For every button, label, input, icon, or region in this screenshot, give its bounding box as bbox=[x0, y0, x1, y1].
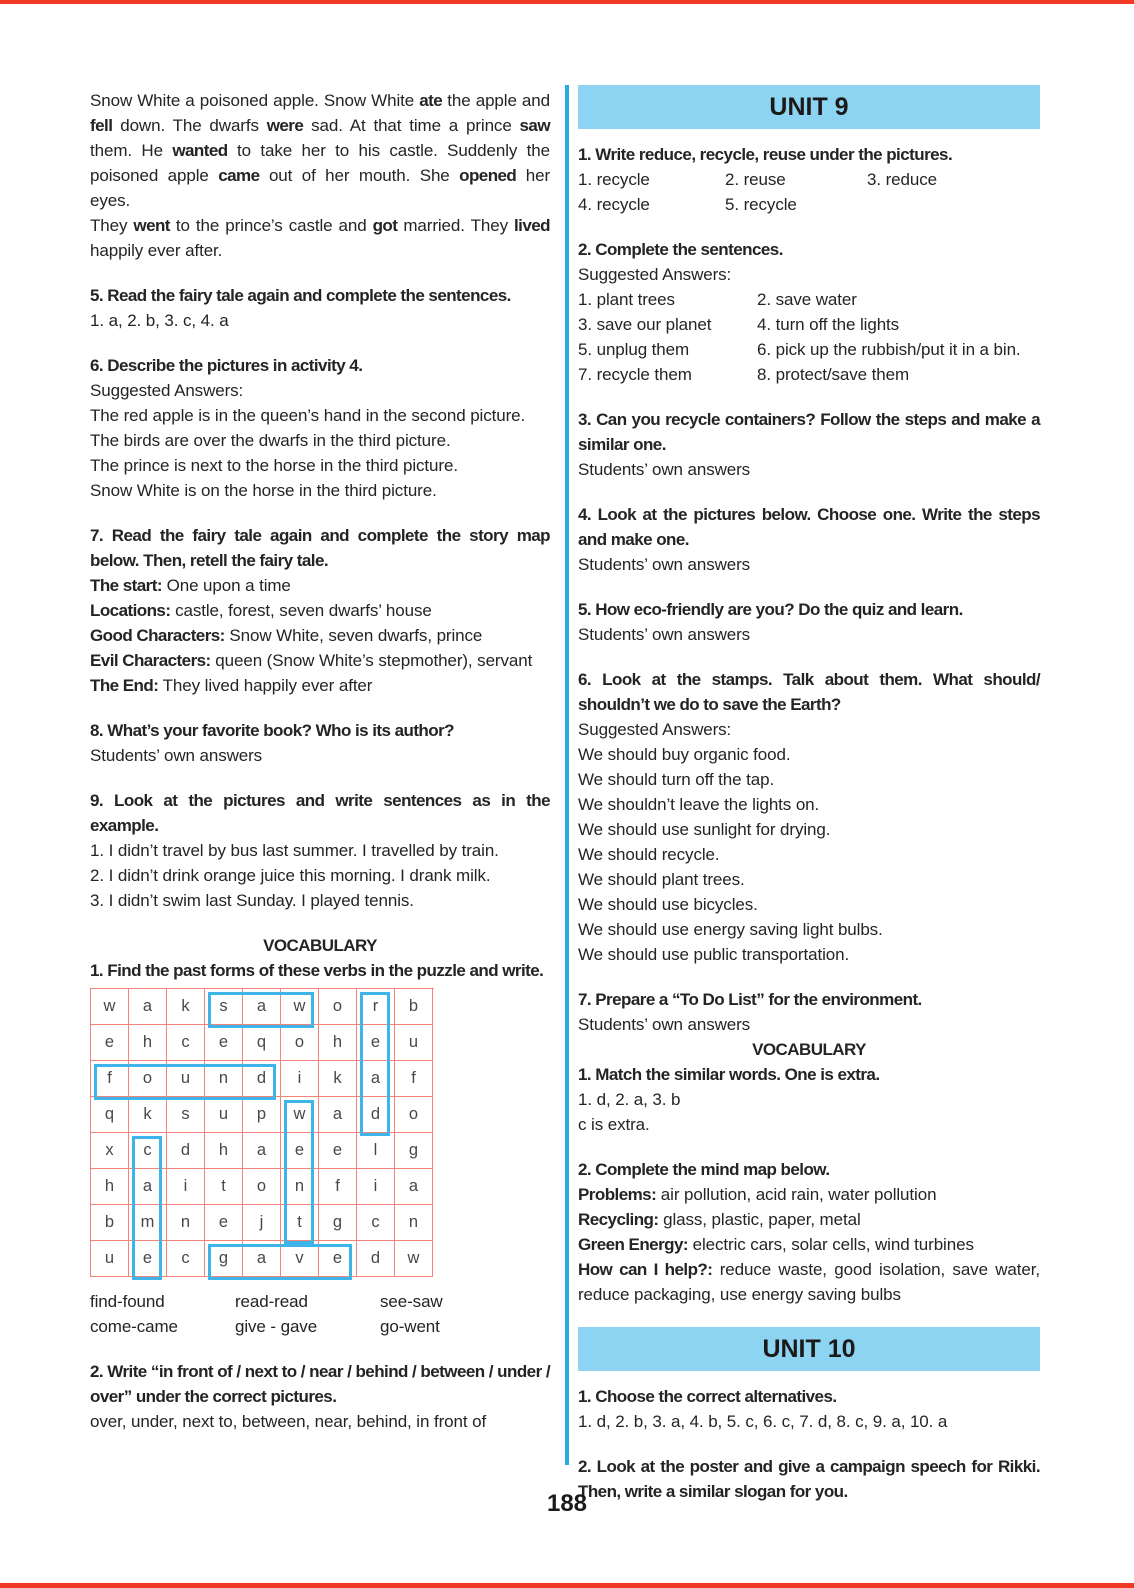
text-line: 1. d, 2. b, 3. a, 4. b, 5. c, 6. c, 7. d, 8. c, 9. a, 10. a bbox=[578, 1412, 948, 1431]
text-line: Students’ own answers bbox=[578, 625, 751, 644]
puzzle-cell: d bbox=[243, 1061, 281, 1097]
puzzle-cell: n bbox=[205, 1061, 243, 1097]
text-line: We should plant trees. bbox=[578, 870, 745, 889]
top-rule bbox=[0, 0, 1134, 4]
puzzle-cell: b bbox=[395, 989, 433, 1025]
text-line: Good Characters: Snow White, seven dwarfs, prince bbox=[90, 626, 483, 645]
answer-cell: 5. recycle bbox=[725, 195, 797, 214]
verb-pairs-row bbox=[90, 1289, 550, 1314]
highlight-box-gave bbox=[208, 1244, 352, 1280]
puzzle-cell: v bbox=[281, 1241, 319, 1277]
spacer bbox=[90, 503, 550, 523]
text-line: We shouldn’t leave the lights on. bbox=[578, 795, 820, 814]
text-line: Students’ own answers bbox=[578, 460, 751, 479]
highlight-box-saw bbox=[208, 992, 314, 1028]
text-line: Suggested Answers: bbox=[578, 265, 732, 284]
text-line: Problems: air pollution, acid rain, water pollution bbox=[578, 1185, 937, 1204]
spacer bbox=[578, 577, 1040, 597]
text-line: The red apple is in the queen’s hand in the second picture. bbox=[90, 406, 526, 425]
text-line: 1. I didn’t travel by bus last summer. I travelled by train. bbox=[90, 841, 499, 860]
puzzle-cell: s bbox=[205, 989, 243, 1025]
text-line: Recycling: glass, plastic, paper, metal bbox=[578, 1210, 861, 1229]
puzzle-cell: t bbox=[281, 1205, 319, 1241]
puzzle-cell: e bbox=[91, 1025, 129, 1061]
puzzle-cell: h bbox=[205, 1133, 243, 1169]
puzzle-cell: e bbox=[357, 1025, 395, 1061]
puzzle-cell: f bbox=[395, 1061, 433, 1097]
activity-heading: VOCABULARY bbox=[263, 936, 377, 955]
puzzle-cell: s bbox=[167, 1097, 205, 1133]
puzzle-cell: a bbox=[243, 989, 281, 1025]
spacer bbox=[578, 1434, 1040, 1454]
spacer bbox=[578, 1137, 1040, 1157]
spacer bbox=[90, 698, 550, 718]
puzzle-cell: u bbox=[91, 1241, 129, 1277]
answer-row bbox=[578, 362, 1040, 387]
text-line: 2. I didn’t drink orange juice this morning. I drank milk. bbox=[90, 866, 491, 885]
text-line: Students’ own answers bbox=[578, 555, 751, 574]
bottom-rule bbox=[0, 1583, 1134, 1588]
activity-heading: 3. Can you recycle containers? Follow the steps and make a similar one. bbox=[578, 410, 1040, 454]
activity-heading: 9. Look at the pictures and write sentences as in the example. bbox=[90, 791, 550, 835]
answer-cell: 7. recycle them bbox=[578, 365, 692, 384]
answer-cell bbox=[867, 192, 1040, 217]
answer-cell: 4. turn off the lights bbox=[757, 315, 900, 334]
puzzle-cell: o bbox=[243, 1169, 281, 1205]
puzzle-cell: w bbox=[395, 1241, 433, 1277]
puzzle-cell: n bbox=[281, 1169, 319, 1205]
puzzle-cell: e bbox=[281, 1133, 319, 1169]
puzzle-cell: j bbox=[243, 1205, 281, 1241]
column-divider bbox=[565, 85, 569, 1465]
text-line: Students’ own answers bbox=[90, 746, 263, 765]
puzzle-cell: a bbox=[129, 989, 167, 1025]
puzzle-cell: q bbox=[243, 1025, 281, 1061]
puzzle-cell: e bbox=[129, 1241, 167, 1277]
verb-pair: see-saw bbox=[380, 1292, 443, 1311]
activity-heading: 7. Read the fairy tale again and complete the story map below. Then, retell the fairy tale. bbox=[90, 526, 550, 570]
activity-heading: 1. Match the similar words. One is extra. bbox=[578, 1065, 880, 1084]
puzzle-cell: f bbox=[319, 1169, 357, 1205]
text-line: We should use public transportation. bbox=[578, 945, 850, 964]
answer-cell: 6. pick up the rubbish/put it in a bin. bbox=[757, 340, 1021, 359]
spacer bbox=[90, 333, 550, 353]
text-line: We should use energy saving light bulbs. bbox=[578, 920, 883, 939]
activity-heading: 2. Look at the poster and give a campaign speech for Rikki. Then, write a similar slogan for you. bbox=[578, 1457, 1040, 1501]
spacer bbox=[578, 1307, 1040, 1327]
verb-pair: read-read bbox=[235, 1292, 308, 1311]
text-line: 3. I didn’t swim last Sunday. I played tennis. bbox=[90, 891, 414, 910]
right-column bbox=[578, 85, 1040, 1504]
text-line: We should use sunlight for drying. bbox=[578, 820, 831, 839]
activity-heading: 2. Write “in front of / next to / near / behind / between / under / over” under the correct pictures. bbox=[90, 1362, 550, 1406]
spacer bbox=[578, 217, 1040, 237]
puzzle-cell: l bbox=[357, 1133, 395, 1169]
answer-cell: 8. protect/save them bbox=[757, 365, 910, 384]
spacer bbox=[90, 263, 550, 283]
activity-heading: 6. Look at the stamps. Talk about them. What should/ shouldn’t we do to save the Earth? bbox=[578, 670, 1040, 714]
text-line: The start: One upon a time bbox=[90, 576, 291, 595]
answer-cell: 2. reuse bbox=[725, 170, 786, 189]
text-line: Students’ own answers bbox=[578, 1015, 751, 1034]
text-line: How can I help?: reduce waste, good isolation, save water, reduce packaging, use energy saving bulbs bbox=[578, 1260, 1041, 1304]
activity-heading: VOCABULARY bbox=[752, 1040, 866, 1059]
puzzle-cell: a bbox=[395, 1169, 433, 1205]
text-line: The birds are over the dwarfs in the third picture. bbox=[90, 431, 451, 450]
text-line: Suggested Answers: bbox=[90, 381, 244, 400]
puzzle-cell: c bbox=[167, 1241, 205, 1277]
activity-heading: 6. Describe the pictures in activity 4. bbox=[90, 356, 363, 375]
activity-heading: 2. Complete the sentences. bbox=[578, 240, 783, 259]
text-line: The End: They lived happily ever after bbox=[90, 676, 373, 695]
puzzle-cell: a bbox=[319, 1097, 357, 1133]
puzzle-cell: o bbox=[281, 1025, 319, 1061]
puzzle-cell: u bbox=[205, 1097, 243, 1133]
puzzle-cell: h bbox=[319, 1025, 357, 1061]
unit-banner: UNIT 9 bbox=[578, 85, 1040, 129]
text-line: We should use bicycles. bbox=[578, 895, 758, 914]
highlight-box-went bbox=[284, 1100, 314, 1244]
activity-heading: 7. Prepare a “To Do List” for the environment. bbox=[578, 990, 922, 1009]
text-line: 1. d, 2. a, 3. b bbox=[578, 1090, 681, 1109]
word-search-puzzle bbox=[90, 988, 436, 1277]
activity-heading: 5. Read the fairy tale again and complete the sentences. bbox=[90, 286, 511, 305]
spacer bbox=[578, 482, 1040, 502]
puzzle-cell: u bbox=[167, 1061, 205, 1097]
answer-row bbox=[578, 312, 1040, 337]
verb-pairs-row bbox=[90, 1314, 550, 1339]
puzzle-cell: t bbox=[205, 1169, 243, 1205]
puzzle-cell: g bbox=[205, 1241, 243, 1277]
spacer bbox=[578, 967, 1040, 987]
text-line: The prince is next to the horse in the third picture. bbox=[90, 456, 458, 475]
puzzle-cell: f bbox=[91, 1061, 129, 1097]
spacer bbox=[578, 647, 1040, 667]
verb-pair: go-went bbox=[380, 1317, 440, 1336]
text-line: We should recycle. bbox=[578, 845, 720, 864]
answer-cell: 1. plant trees bbox=[578, 290, 675, 309]
text-line: Green Energy: electric cars, solar cells, wind turbines bbox=[578, 1235, 974, 1254]
activity-heading: 1. Choose the correct alternatives. bbox=[578, 1387, 837, 1406]
text-line: Snow White is on the horse in the third picture. bbox=[90, 481, 437, 500]
puzzle-cell: w bbox=[91, 989, 129, 1025]
answer-row bbox=[578, 287, 1040, 312]
activity-heading: 1. Find the past forms of these verbs in the puzzle and write. bbox=[90, 961, 544, 980]
text-line: We should buy organic food. bbox=[578, 745, 791, 764]
text-line: Evil Characters: queen (Snow White’s stepmother), servant bbox=[90, 651, 533, 670]
answer-cell: 4. recycle bbox=[578, 195, 650, 214]
spacer bbox=[90, 913, 550, 933]
text-line: Locations: castle, forest, seven dwarfs’ house bbox=[90, 601, 432, 620]
verb-pair: give - gave bbox=[235, 1317, 318, 1336]
answer-cell: 3. reduce bbox=[867, 170, 937, 189]
activity-heading: 2. Complete the mind map below. bbox=[578, 1160, 830, 1179]
puzzle-cell: k bbox=[319, 1061, 357, 1097]
puzzle-cell: d bbox=[357, 1241, 395, 1277]
highlight-box-came bbox=[132, 1136, 162, 1280]
page-number: 188 bbox=[546, 1490, 588, 1517]
puzzle-cell: i bbox=[281, 1061, 319, 1097]
puzzle-cell: e bbox=[319, 1133, 357, 1169]
highlight-box-found bbox=[94, 1064, 276, 1100]
puzzle-cell: e bbox=[205, 1025, 243, 1061]
puzzle-cell: x bbox=[91, 1133, 129, 1169]
puzzle-cell: b bbox=[91, 1205, 129, 1241]
puzzle-cell: n bbox=[395, 1205, 433, 1241]
highlight-box-read bbox=[360, 992, 390, 1136]
verb-pair: come-came bbox=[90, 1317, 178, 1336]
puzzle-cell: c bbox=[167, 1025, 205, 1061]
activity-heading: 4. Look at the pictures below. Choose one. Write the steps and make one. bbox=[578, 505, 1040, 549]
puzzle-cell: p bbox=[243, 1097, 281, 1133]
puzzle-cell: r bbox=[357, 989, 395, 1025]
text-line: Suggested Answers: bbox=[578, 720, 732, 739]
puzzle-cell: h bbox=[91, 1169, 129, 1205]
puzzle-cell: u bbox=[395, 1025, 433, 1061]
text-line: c is extra. bbox=[578, 1115, 650, 1134]
text-line: 1. a, 2. b, 3. c, 4. a bbox=[90, 311, 229, 330]
puzzle-cell: d bbox=[167, 1133, 205, 1169]
puzzle-cell: o bbox=[395, 1097, 433, 1133]
puzzle-cell: e bbox=[319, 1241, 357, 1277]
puzzle-cell: a bbox=[243, 1241, 281, 1277]
activity-heading: 1. Write reduce, recycle, reuse under the pictures. bbox=[578, 145, 953, 164]
answer-row bbox=[578, 167, 1040, 192]
answer-cell: 3. save our planet bbox=[578, 315, 712, 334]
puzzle-cell: d bbox=[357, 1097, 395, 1133]
puzzle-cell: o bbox=[319, 989, 357, 1025]
activity-heading: 8. What’s your favorite book? Who is its author? bbox=[90, 721, 454, 740]
verb-pairs-list bbox=[90, 1289, 550, 1339]
puzzle-cell: m bbox=[129, 1205, 167, 1241]
text-line: They went to the prince’s castle and got married. They lived happily ever after. bbox=[90, 216, 550, 260]
puzzle-cell: a bbox=[129, 1169, 167, 1205]
puzzle-cell: o bbox=[129, 1061, 167, 1097]
puzzle-cell: h bbox=[129, 1025, 167, 1061]
text-line: Snow White a poisoned apple. Snow White ate the apple and fell down. The dwarfs were sad. At that time a prince saw them. He wanted to take her to his castle. Suddenly the poisoned apple came out of her mouth. She opened her eyes. bbox=[90, 91, 551, 210]
unit-banner: UNIT 10 bbox=[578, 1327, 1040, 1371]
answer-cell: 5. unplug them bbox=[578, 340, 690, 359]
answer-cell: 1. recycle bbox=[578, 170, 650, 189]
puzzle-cell: c bbox=[357, 1205, 395, 1241]
activity-heading: 5. How eco-friendly are you? Do the quiz and learn. bbox=[578, 600, 963, 619]
verb-pair: find-found bbox=[90, 1292, 165, 1311]
puzzle-cell: n bbox=[167, 1205, 205, 1241]
puzzle-cell: i bbox=[167, 1169, 205, 1205]
puzzle-cell: i bbox=[357, 1169, 395, 1205]
puzzle-cell: q bbox=[91, 1097, 129, 1133]
puzzle-cell: e bbox=[205, 1205, 243, 1241]
puzzle-cell: w bbox=[281, 1097, 319, 1133]
spacer bbox=[90, 1339, 550, 1359]
puzzle-cell: k bbox=[129, 1097, 167, 1133]
left-column bbox=[90, 88, 550, 1434]
answer-cell: 2. save water bbox=[757, 290, 857, 309]
text-line: We should turn off the tap. bbox=[578, 770, 775, 789]
puzzle-cell: g bbox=[319, 1205, 357, 1241]
text-line: over, under, next to, between, near, behind, in front of bbox=[90, 1412, 487, 1431]
puzzle-cell: a bbox=[357, 1061, 395, 1097]
puzzle-cell: c bbox=[129, 1133, 167, 1169]
puzzle-cell: w bbox=[281, 989, 319, 1025]
spacer bbox=[90, 768, 550, 788]
puzzle-cell: k bbox=[167, 989, 205, 1025]
puzzle-cell: g bbox=[395, 1133, 433, 1169]
spacer bbox=[578, 387, 1040, 407]
answer-row bbox=[578, 337, 1040, 362]
puzzle-cell: a bbox=[243, 1133, 281, 1169]
answer-row bbox=[578, 192, 1040, 217]
